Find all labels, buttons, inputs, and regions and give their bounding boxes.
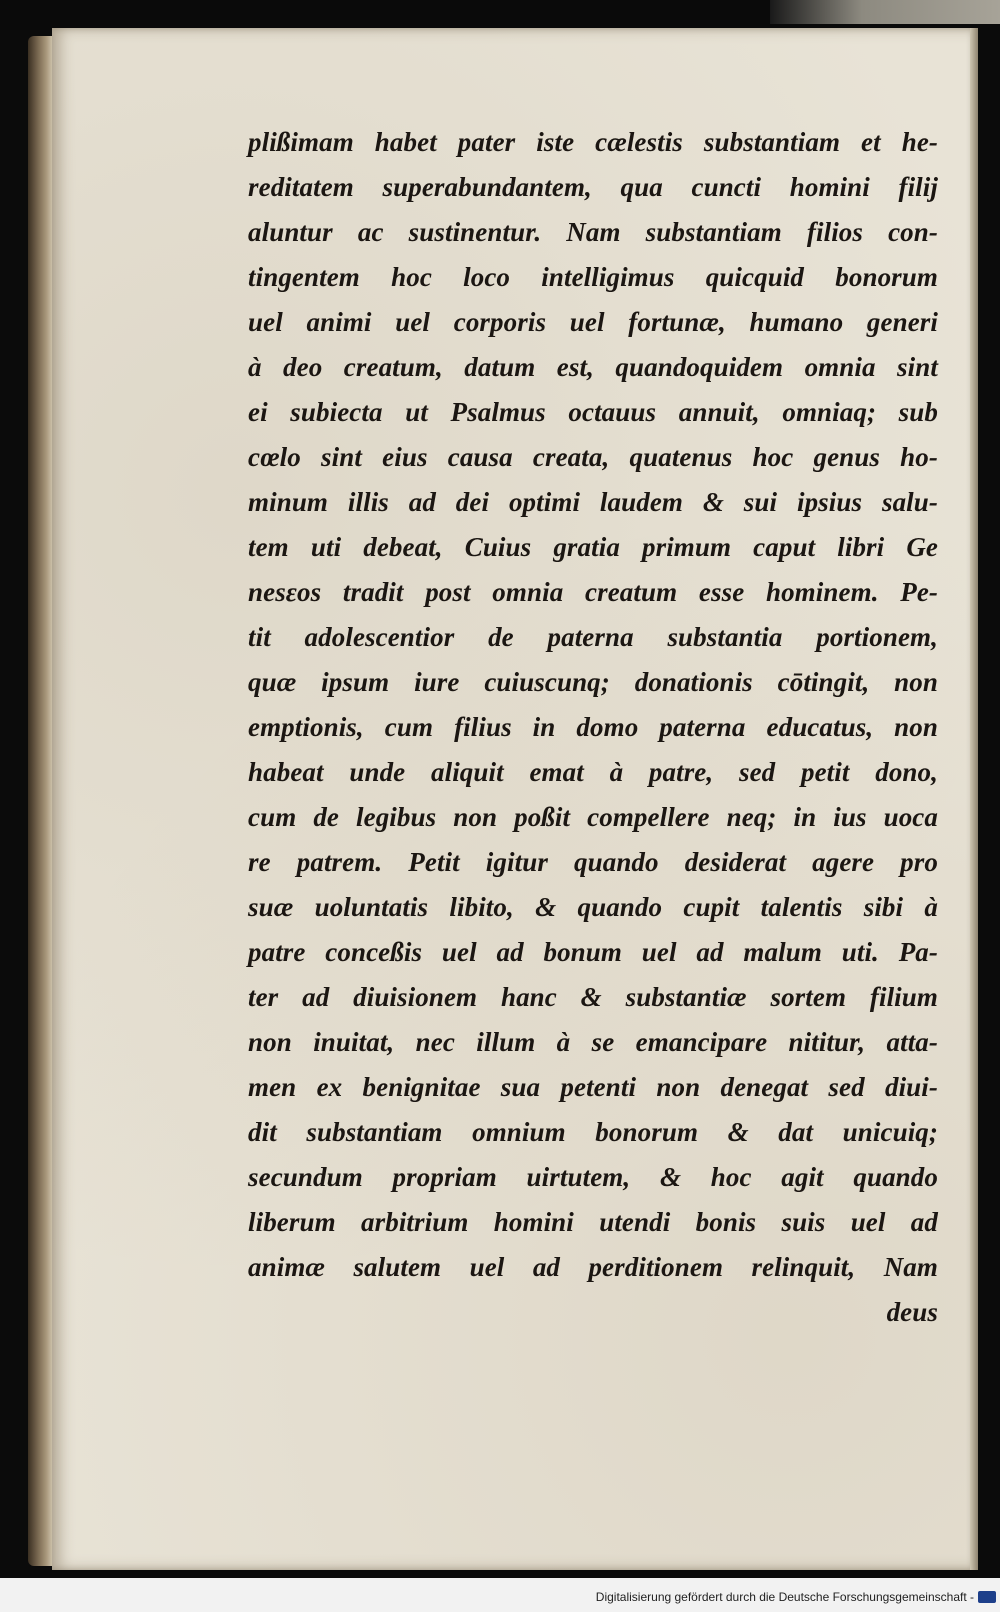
text-line: aluntur ac sustinentur. Nam substantiam filios con- [248,217,938,247]
text-line: cum de legibus non poßit compellere neq; in ius uoca [248,802,938,832]
book-binding-edge [28,36,54,1566]
text-line: ei subiecta ut Psalmus octauus annuit, omniaq; sub [248,397,938,427]
footer-credit: Digitalisierung gefördert durch die Deutsche Forschungsgemeinschaft - [595,1590,974,1604]
text-line: liberum arbitrium homini utendi bonis suis uel ad [248,1207,938,1237]
text-line: quæ ipsum iure cuiuscunq; donationis cōtingit, non [248,667,938,697]
text-line: tem uti debeat, Cuius gratia primum caput libri Ge [248,532,938,562]
text-line: plißimam habet pater iste cælestis substantiam et he- [248,127,938,157]
footer-bar [0,1578,1000,1612]
top-light-strip [770,0,1000,24]
text-line: nesεos tradit post omnia creatum esse hominem. Pe- [248,577,938,607]
text-line: tingentem hoc loco intelligimus quicquid bonorum [248,262,938,292]
text-line: animæ salutem uel ad perditionem relinquit, Nam [248,1252,938,1282]
text-line: tit adolescentior de paterna substantia portionem, [248,622,938,652]
text-line: uel animi uel corporis uel fortunæ, humano generi [248,307,938,337]
text-line: cœlo sint eius causa creata, quatenus hoc genus ho- [248,442,938,472]
text-line: non inuitat, nec illum à se emancipare nititur, atta- [248,1027,938,1057]
text-line: secundum propriam uirtutem, & hoc agit quando [248,1162,938,1192]
catchword: deus [886,1297,938,1327]
text-line: patre conceßis uel ad bonum uel ad malum uti. Pa- [248,937,938,967]
text-line: re patrem. Petit igitur quando desiderat agere pro [248,847,938,877]
text-line: suæ uoluntatis libito, & quando cupit talentis sibi à [248,892,938,922]
text-line: habeat unde aliquit emat à patre, sed petit dono, [248,757,938,787]
text-line: emptionis, cum filius in domo paterna educatus, non [248,712,938,742]
page-text-block [248,120,938,1335]
page-right-edge [970,28,978,1570]
text-line: ter ad diuisionem hanc & substantiæ sortem filium [248,982,938,1012]
text-line: reditatem superabundantem, qua cuncti homini filij [248,172,938,202]
text-line: men ex benignitae sua petenti non denegat sed diui- [248,1072,938,1102]
text-line: minum illis ad dei optimi laudem & sui ipsius salu- [248,487,938,517]
text-line: dit substantiam omnium bonorum & dat unicuiq; [248,1117,938,1147]
dfg-logo-icon [978,1591,996,1603]
text-line: à deo creatum, datum est, quandoquidem omnia sint [248,352,938,382]
